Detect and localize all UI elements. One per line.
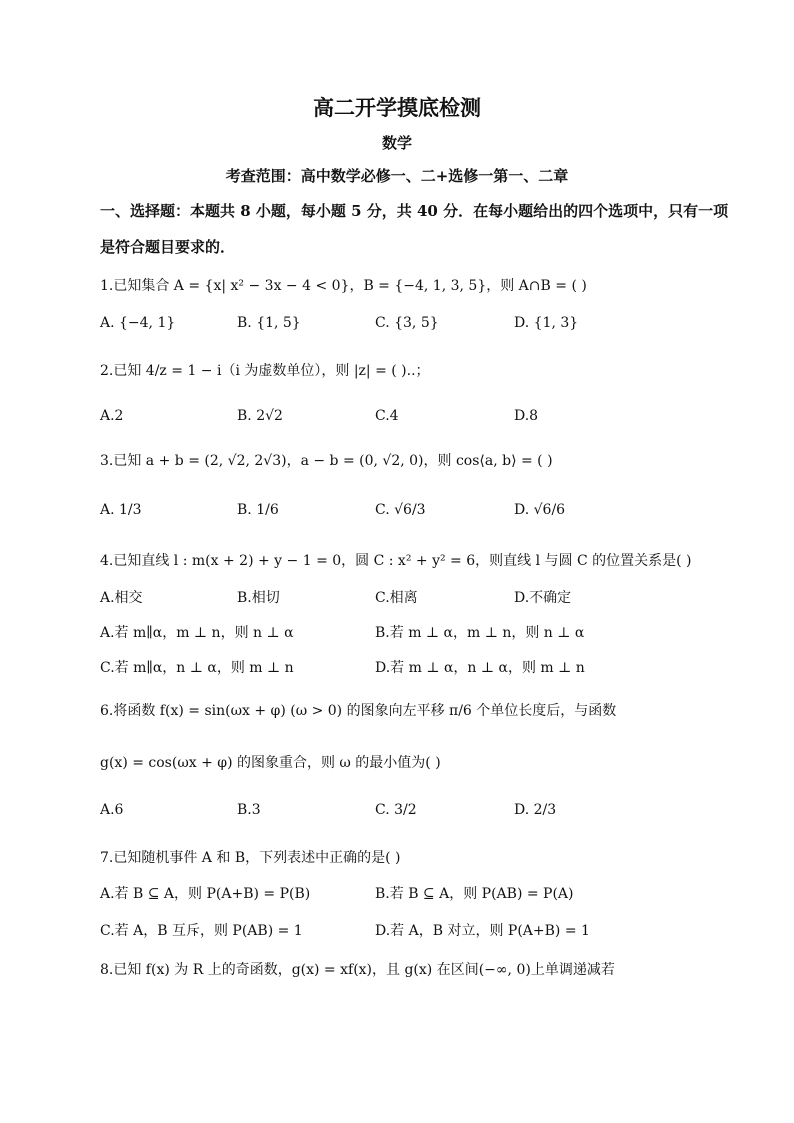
question-7-option-c: C.若 A，B 互斥，则 P(AB) = 1 bbox=[100, 923, 303, 939]
question-1-option-c: C. {3, 5} bbox=[375, 315, 439, 331]
question-6-option-d: D. 2/3 bbox=[514, 802, 557, 818]
question-5-option-c: C.若 m∥α，n ⊥ α，则 m ⊥ n bbox=[100, 660, 294, 676]
question-5-option-d: D.若 m ⊥ α，n ⊥ α，则 m ⊥ n bbox=[375, 660, 585, 676]
question-3-option-a: A. 1/3 bbox=[100, 502, 142, 518]
question-3-option-c: C. √6/3 bbox=[375, 502, 426, 518]
question-7-stem: 7.已知随机事件 A 和 B，下列表述中正确的是( ) bbox=[100, 850, 401, 866]
question-6-option-b: B.3 bbox=[237, 802, 261, 818]
question-2-option-b: B. 2√2 bbox=[237, 408, 283, 424]
question-2-option-d: D.8 bbox=[514, 408, 539, 424]
question-6-option-a: A.6 bbox=[100, 802, 124, 818]
question-1-stem: 1.已知集合 A = {x| x² − 3x − 4 < 0}，B = {−4, 1, 3, 5}，则 A∩B = ( ) bbox=[100, 278, 587, 294]
question-6-stem-continued: g(x) = cos(ωx + φ) 的图象重合，则 ω 的最小值为( ) bbox=[100, 755, 441, 771]
question-4-option-a: A.相交 bbox=[100, 590, 143, 606]
question-3-option-d: D. √6/6 bbox=[514, 502, 566, 518]
question-1-option-b: B. {1, 5} bbox=[237, 315, 301, 331]
question-6-stem: 6.将函数 f(x) = sin(ωx + φ) (ω > 0) 的图象向左平移 π/6 个单位长度后，与函数 bbox=[100, 703, 617, 719]
question-4-stem: 4.已知直线 l : m(x + 2) + y − 1 = 0，圆 C : x² + y² = 6，则直线 l 与圆 C 的位置关系是( ) bbox=[100, 553, 692, 569]
question-1-option-d: D. {1, 3} bbox=[514, 315, 579, 331]
subject-label: 数学 bbox=[381, 134, 412, 152]
question-4-option-b: B.相切 bbox=[237, 590, 280, 606]
section-instructions-line2: 是符合题目要求的． bbox=[100, 238, 236, 256]
exam-title: 高二开学摸底检测 bbox=[313, 95, 481, 120]
question-6-option-c: C. 3/2 bbox=[375, 802, 417, 818]
question-7-option-a: A.若 B ⊆ A，则 P(A+B) = P(B) bbox=[100, 886, 311, 902]
scope-label: 考查范围：高中数学必修一、二+选修一第一、二章 bbox=[225, 167, 569, 185]
question-2-option-a: A.2 bbox=[100, 408, 124, 424]
question-2-option-c: C.4 bbox=[375, 408, 399, 424]
question-5-option-a: A.若 m∥α，m ⊥ n，则 n ⊥ α bbox=[100, 625, 294, 641]
question-4-option-c: C.相离 bbox=[375, 590, 418, 606]
question-2-stem: 2.已知 4/z = 1 − i（i 为虚数单位），则 |z| = ( )..； bbox=[100, 363, 430, 379]
question-1-option-a: A. {−4, 1} bbox=[100, 315, 176, 331]
question-4-option-d: D.不确定 bbox=[514, 590, 572, 606]
question-3-stem: 3.已知 a + b = (2, √2, 2√3)，a − b = (0, √2, 0)，则 cos⟨a, b⟩ = ( ) bbox=[100, 453, 553, 469]
question-8-stem: 8.已知 f(x) 为 R 上的奇函数，g(x) = xf(x)，且 g(x) 在区间(−∞, 0)上单调递减若 bbox=[100, 962, 615, 978]
section-instructions-line1: 一、选择题：本题共 8 小题，每小题 5 分，共 40 分．在每小题给出的四个选项中，只有一项 bbox=[100, 202, 729, 220]
question-3-option-b: B. 1/6 bbox=[237, 502, 279, 518]
question-7-option-d: D.若 A，B 对立，则 P(A+B) = 1 bbox=[375, 923, 590, 939]
question-7-option-b: B.若 B ⊆ A，则 P(AB) = P(A) bbox=[375, 886, 574, 902]
question-5-option-b: B.若 m ⊥ α，m ⊥ n，则 n ⊥ α bbox=[375, 625, 585, 641]
